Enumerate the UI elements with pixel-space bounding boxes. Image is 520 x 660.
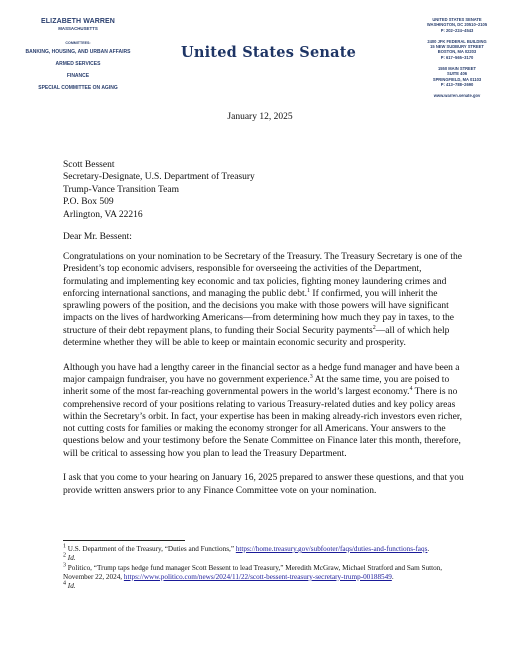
body-paragraph: [63, 251, 465, 349]
letter-date: January 12, 2025: [227, 112, 293, 122]
office-line: P: 617–565–3170: [440, 54, 474, 60]
footnote: [63, 545, 465, 554]
address-line: P.O. Box 509: [63, 197, 114, 208]
text-run: At the same time, you are poised to inherit some of the most far-reaching governmental powers in the world’s largest economy.: [63, 374, 450, 398]
footnote-marker: 4: [63, 580, 66, 587]
office-line: SPRINGFIELD, MA 01103: [432, 76, 482, 82]
office-line: P: 202–224–4543: [440, 27, 474, 33]
text-run: I ask that you come to your hearing on January 16, 2025 prepared to answer these questions, and that you provide written answers prior to any Finance Committee vote on your nomination.: [63, 473, 464, 496]
citation-id: Id.: [67, 582, 76, 591]
address-line: Secretary-Designate, U.S. Department of Treasury: [63, 172, 255, 183]
committee-item: ARMED SERVICES: [55, 61, 101, 67]
address-line: Scott Bessent: [63, 160, 115, 170]
text-run: There is no comprehensive record of your positions relating to various Treasury-related duties and key policy areas within the Secretary’s orbit. In fact, your expertise has been in making already-rich investors even richer, not cutting costs for families or making the economy stronger for all Americans. Your answers to the questions below and your testimony before the Senate Committee on Finance later this month, therefore, will be critical to assessing how you plan to lead the Treasury Department.: [63, 387, 463, 459]
committee-item: FINANCE: [66, 73, 90, 79]
address-line: Arlington, VA 22216: [63, 209, 143, 220]
footnote-marker: 1: [307, 287, 311, 294]
footnote-marker: 2: [63, 552, 66, 559]
text-run: —all of which help determine whether they will be able to keep or maintain economic security and prosperity.: [63, 325, 450, 349]
footnote-link[interactable]: https://www.politico.com/news/2024/11/22/scott-bessent-treasury-secretary-trump-00188549: [123, 572, 392, 581]
body-paragraph: [63, 472, 465, 497]
committee-item: BANKING, HOUSING, AND URBAN AFFAIRS: [25, 49, 131, 55]
footnote: [63, 564, 465, 583]
office-line: WASHINGTON, DC 20510–2105: [426, 22, 488, 28]
office-line: 2400 JFK FEDERAL BUILDING: [427, 38, 487, 44]
letter-body: [63, 251, 465, 509]
text-run: Although you have had a lengthy career in the financial sector as a hedge fund manager and have been a major campaign fundraiser, you have no government experience.: [63, 362, 460, 385]
office-line: P: 413–788–2690: [440, 81, 474, 87]
office-line: UNITED STATES SENATE: [432, 17, 482, 22]
recipient-address: [63, 159, 255, 221]
footnotes: [63, 545, 465, 591]
footnote-marker: 4: [409, 386, 413, 393]
text-run: Politico, “Trump taps hedge fund manager Scott Bessent to lead Treasury,” Meredith McGraw, Michael Stratford and Sam Sutton, November 22, 2024,: [63, 563, 443, 581]
office-line: 1550 MAIN STREET: [438, 66, 476, 72]
office-block-washington: [398, 17, 516, 33]
letterhead: [0, 0, 520, 118]
address-line: Trump-Vance Transition Team: [63, 184, 179, 195]
senator-name: ELIZABETH WARREN: [41, 18, 115, 25]
committees-heading: COMMITTEES:: [65, 41, 91, 45]
citation-id: Id.: [67, 554, 76, 563]
text-run: Congratulations on your nomination to be Secretary of the Treasury. The Treasury Secretary is one of the President’s top economic advisers, responsible for overseeing the activities of the Department, formulating and implementing key economic and tax policies, fighting money laundering crimes and enforcing international sanctions, and managing the public debt.: [63, 252, 462, 299]
footnote-marker: 2: [372, 324, 376, 331]
body-paragraph: [63, 362, 465, 460]
office-block-boston: [398, 39, 516, 60]
footnote-link[interactable]: https://home.treasury.gov/subfooter/faqs/duties-and-functions-faqs: [235, 545, 428, 553]
text-run: .: [427, 545, 430, 553]
text-run: If confirmed, you will inherit the sprawling powers of the position, and the decisions you make with those powers will have significant impacts on the lives of hardworking Americans—from determining how much they pay in taxes, to the structure of their debt repayment plans, to funding their Social Security payments: [63, 288, 454, 336]
footnote: [63, 582, 465, 591]
committee-item: SPECIAL COMMITTEE ON AGING: [38, 85, 118, 91]
office-block-website: [398, 93, 516, 98]
office-block-springfield: [398, 66, 516, 87]
senate-wordmark: United States Senate: [181, 44, 357, 61]
website-link[interactable]: www.warren.senate.gov: [433, 93, 481, 99]
footnote: [63, 554, 465, 563]
footnote-divider: [63, 540, 185, 541]
salutation: Dear Mr. Bessent:: [63, 232, 132, 242]
text-run: U.S. Department of the Treasury, “Duties and Functions,”: [66, 545, 236, 553]
office-addresses: [398, 17, 516, 105]
senator-state: MASSACHUSETTS: [58, 26, 98, 31]
office-line: SUITE 406: [446, 71, 468, 77]
footnote-marker: 3: [63, 562, 66, 569]
text-run: .: [391, 572, 394, 581]
office-line: BOSTON, MA 02203: [437, 49, 477, 55]
footnote-marker: 1: [63, 543, 66, 550]
senator-info: [8, 18, 148, 91]
footnote-marker: 3: [309, 373, 313, 380]
office-line: 15 NEW SUDBURY STREET: [430, 44, 484, 50]
